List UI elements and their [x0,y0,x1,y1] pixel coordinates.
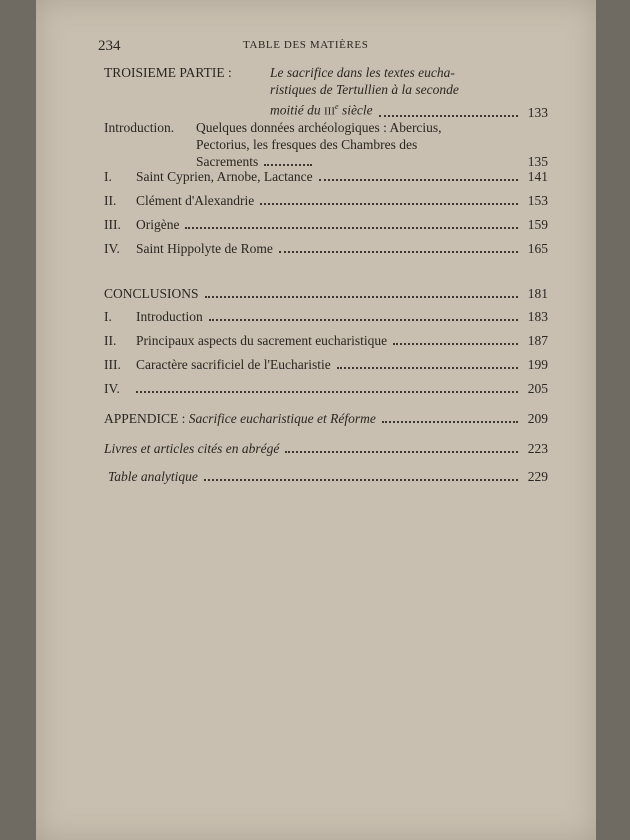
toc-entry-chapter-3[interactable] [104,216,548,233]
chapter-number: IV. [104,241,120,256]
toc-entry-conclusion-4[interactable] [104,380,548,397]
chapter-number: I. [104,169,112,184]
leader-dots [279,251,518,253]
leader-dots [209,319,518,321]
section-number: III. [104,357,121,372]
toc-entry-conclusions[interactable] [104,285,548,302]
introduction-line-2: Pectorius, les fresques des Chambres des [196,137,418,152]
toc-entry-table-analytique[interactable] [108,468,548,485]
toc-entry-chapter-2[interactable] [104,192,548,209]
page-ref: 135 [527,154,548,169]
page-ref: 229 [527,469,548,484]
page-ref: 223 [527,441,548,456]
leader-dots [319,179,518,181]
section-title: Introduction [136,309,203,324]
toc-entry-conclusion-3[interactable] [104,356,548,373]
introduction-label: Introduction. [104,120,175,135]
part-title-line-2: ristiques de Tertullien à la seconde [270,82,459,97]
section-number: IV. [104,381,120,396]
toc-entry-introduction[interactable] [104,119,548,170]
toc-entry-conclusion-2[interactable] [104,332,548,349]
appendice-title: Sacrifice eucharistique et Réforme [188,411,376,426]
chapter-number: II. [104,193,117,208]
appendice-label: APPENDICE [104,411,179,426]
page-ref: 209 [527,411,548,426]
chapter-title: Origène [136,217,180,232]
part-title-line-3: moitié du IIIe siècle [270,102,373,118]
page-ref: 141 [527,169,548,184]
running-title: TABLE DES MATIÈRES [243,39,369,51]
page-ref: 183 [527,309,548,324]
chapter-title: Clément d'Alexandrie [136,193,255,208]
part-label: TROISIEME PARTIE : [104,65,232,80]
page-ref: 181 [527,286,548,301]
leader-dots [136,391,518,393]
page-number: 234 [98,38,121,54]
part-title-line-1: Le sacrifice dans les textes eucha- [270,65,455,80]
page-ref: 153 [527,193,548,208]
section-title: Principaux aspects du sacrement eucharistique [136,333,388,348]
chapter-number: III. [104,217,121,232]
livres-title: Livres et articles cités en abrégé [104,441,280,456]
introduction-line-3: Sacrements [196,154,259,169]
leader-dots [337,367,518,369]
chapter-title: Saint Hippolyte de Rome [136,241,273,256]
leader-dots [260,203,518,205]
leader-dots [379,115,518,117]
leader-dots [204,479,518,481]
section-number: I. [104,309,112,324]
introduction-line-1: Quelques données archéologiques : Abercius, [196,120,442,135]
page-header [98,38,550,58]
page-ref: 133 [527,104,548,120]
page-ref: 165 [527,241,548,256]
conclusions-label: CONCLUSIONS [104,286,199,301]
toc-entry-chapter-4[interactable] [104,240,548,257]
page-ref: 199 [527,357,548,372]
toc-entry-troisieme-partie[interactable] [104,64,548,121]
page-ref: 205 [527,381,548,396]
page-ref: 187 [527,333,548,348]
toc-entry-conclusion-1[interactable] [104,308,548,325]
table-title: Table analytique [108,469,198,484]
leader-dots [285,451,518,453]
leader-dots [382,421,518,423]
chapter-title: Saint Cyprien, Arnobe, Lactance [136,169,313,184]
section-number: II. [104,333,117,348]
leader-dots [185,227,518,229]
toc-entry-appendice[interactable]: APPENDICE : Sacrifice eucharistique et Réforme 209 [104,411,548,426]
leader-dots [205,296,518,298]
toc-entry-chapter-1[interactable] [104,168,548,185]
page-ref: 159 [527,217,548,232]
leader-dots [264,164,312,166]
toc-entry-livres[interactable] [104,440,548,457]
section-title: Caractère sacrificiel de l'Eucharistie [136,357,331,372]
leader-dots [393,343,518,345]
